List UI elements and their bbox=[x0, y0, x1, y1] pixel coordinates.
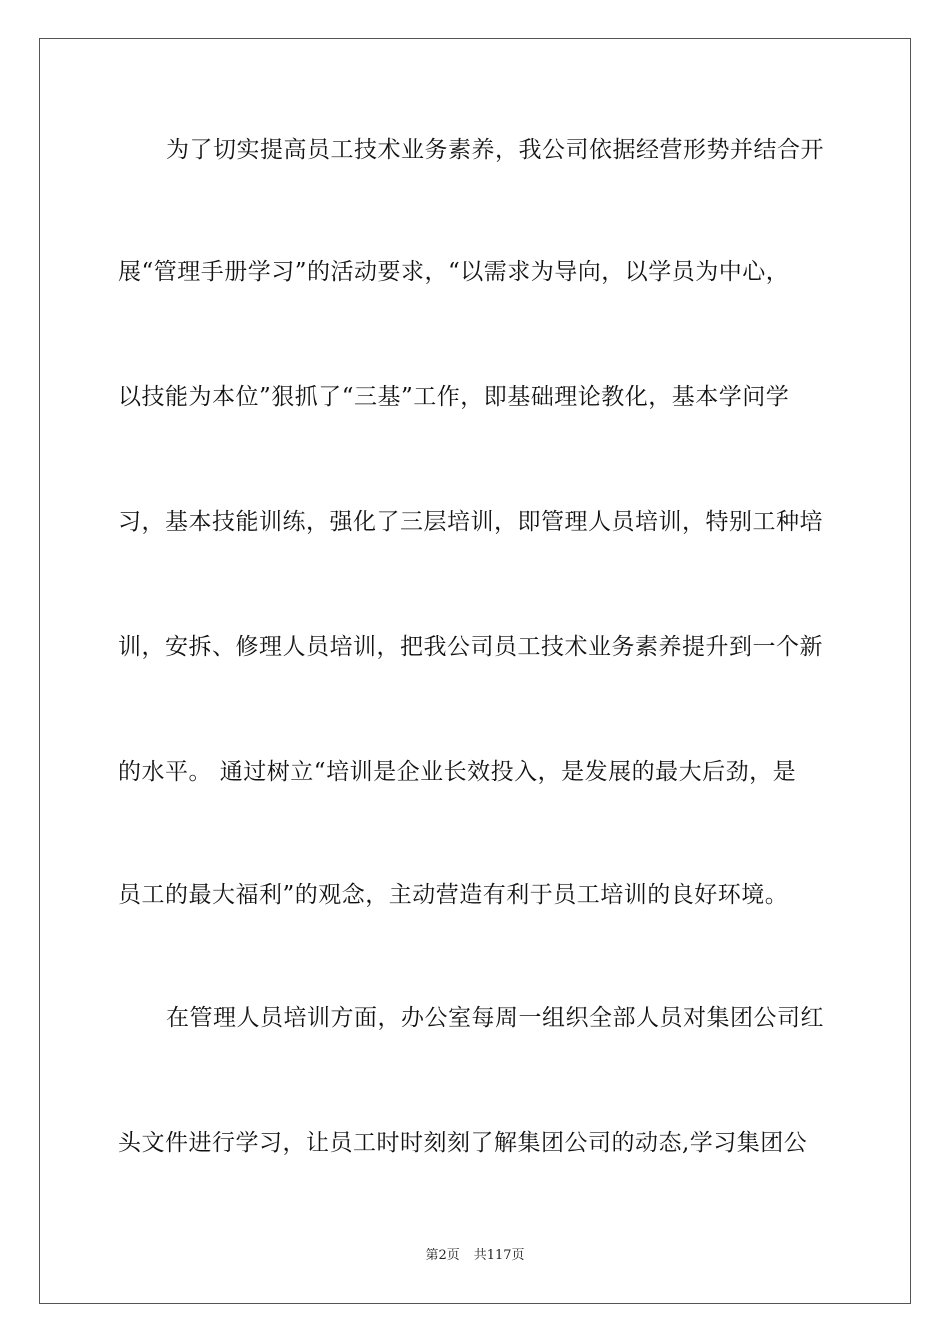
page-footer bbox=[0, 1247, 950, 1265]
page-number: 第2页 bbox=[425, 1248, 460, 1263]
page-total: 共117页 bbox=[473, 1248, 525, 1263]
paragraph-1-line-4: 习，基本技能训练，强化了三层培训，即管理人员培训，特别工种培 bbox=[118, 509, 823, 535]
paragraph-1-line-6: 的水平。 通过树立“培训是企业长效投入，是发展的最大后劲，是 bbox=[118, 759, 797, 785]
paragraph-1-line-5: 训，安拆、修理人员培训，把我公司员工技术业务素养提升到一个新 bbox=[118, 634, 823, 660]
paragraph-1-line-3: 以技能为本位”狠抓了“三基”工作，即基础理论教化，基本学问学 bbox=[118, 384, 790, 410]
paragraph-1-line-2: 展“管理手册学习”的活动要求，“以需求为导向，以学员为中心， bbox=[118, 259, 790, 285]
paragraph-1-line-1: 为了切实提高员工技术业务素养，我公司依据经营形势并结合开 bbox=[166, 137, 824, 163]
page-border bbox=[39, 38, 911, 1304]
paragraph-2-line-1: 在管理人员培训方面，办公室每周一组织全部人员对集团公司红 bbox=[166, 1005, 824, 1031]
paragraph-1-line-7: 员工的最大福利”的观念，主动营造有利于员工培训的良好环境。 bbox=[118, 882, 789, 908]
paragraph-2-line-2: 头文件进行学习，让员工时时刻刻了解集团公司的动态,学习集团公 bbox=[118, 1130, 808, 1156]
